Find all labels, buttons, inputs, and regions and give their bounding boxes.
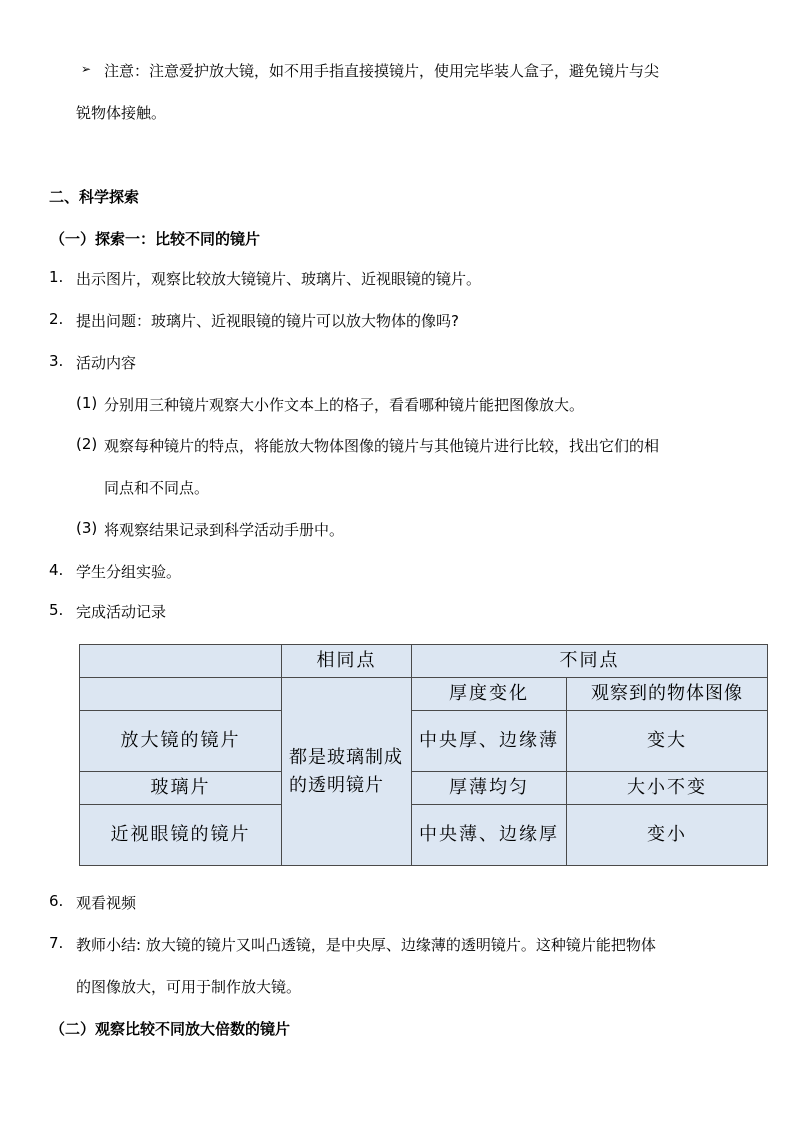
sub-item-text: 观察每种镜片的特点，将能放大物体图像的镜片与其他镜片进行比较，找出它们的相	[104, 437, 660, 455]
sub-item-text: 将观察结果记录到科学活动手册中。	[104, 521, 345, 539]
item-number: 5.	[49, 601, 64, 619]
header-image: 观察到的物体图像	[567, 678, 768, 711]
row-name: 玻璃片	[80, 772, 282, 805]
item-text: 教师小结: 放大镜的镜片又叫凸透镜，是中央厚、边缘薄的透明镜片。这种镜片能把物体	[76, 936, 656, 954]
table-row	[80, 772, 768, 805]
row-name: 放大镜的镜片	[80, 711, 282, 772]
row-thickness: 厚薄均匀	[412, 772, 567, 805]
row-image: 大小不变	[567, 772, 768, 805]
section-title: 二、科学探索	[49, 188, 140, 206]
row-image: 变大	[567, 711, 768, 772]
item-text-continued: 的图像放大，可用于制作放大镜。	[76, 978, 302, 996]
subsection-2-title: （二）观察比较不同放大倍数的镜片	[50, 1020, 291, 1038]
item-text: 活动内容	[76, 354, 137, 372]
item-number: 3.	[49, 352, 64, 370]
table-row	[80, 711, 768, 772]
table-header-row	[80, 645, 768, 678]
row-image: 变小	[567, 805, 768, 866]
item-number: 1.	[49, 268, 64, 286]
table-row	[80, 805, 768, 866]
bullet-arrow-icon: ➢	[81, 62, 92, 76]
item-text: 提出问题：玻璃片、近视眼镜的镜片可以放大物体的像吗?	[76, 312, 459, 330]
row-thickness: 中央厚、边缘薄	[412, 711, 567, 772]
item-number: 2.	[49, 310, 64, 328]
note-line-2: 锐物体接触。	[76, 104, 167, 122]
note-line-1: 注意：注意爱护放大镜，如不用手指直接摸镜片，使用完毕装人盒子，避免镜片与尖	[104, 62, 660, 80]
sub-item-text-continued: 同点和不同点。	[104, 479, 210, 497]
table-corner-cell	[80, 645, 282, 678]
sub-item-text: 分别用三种镜片观察大小作文本上的格子，看看哪种镜片能把图像放大。	[104, 396, 585, 414]
header-thickness: 厚度变化	[412, 678, 567, 711]
item-number: 6.	[49, 892, 64, 910]
item-text: 学生分组实验。	[76, 563, 182, 581]
same-value-cell: 都是玻璃制成的透明镜片	[282, 678, 412, 866]
sub-item-number: (2)	[76, 435, 98, 453]
item-number: 4.	[49, 561, 64, 579]
item-number: 7.	[49, 934, 64, 952]
row-name: 近视眼镜的镜片	[80, 805, 282, 866]
header-diff: 不同点	[412, 645, 768, 678]
table-subheader-row	[80, 678, 768, 711]
item-text: 观看视频	[76, 894, 137, 912]
comparison-table	[79, 644, 768, 866]
item-text: 出示图片，观察比较放大镜镜片、玻璃片、近视眼镜的镜片。	[76, 270, 482, 288]
sub-item-number: (1)	[76, 394, 98, 412]
table-empty-cell	[80, 678, 282, 711]
item-text: 完成活动记录	[76, 603, 167, 621]
subsection-1-title: （一）探索一：比较不同的镜片	[50, 230, 261, 248]
sub-item-number: (3)	[76, 519, 98, 537]
header-same: 相同点	[282, 645, 412, 678]
row-thickness: 中央薄、边缘厚	[412, 805, 567, 866]
